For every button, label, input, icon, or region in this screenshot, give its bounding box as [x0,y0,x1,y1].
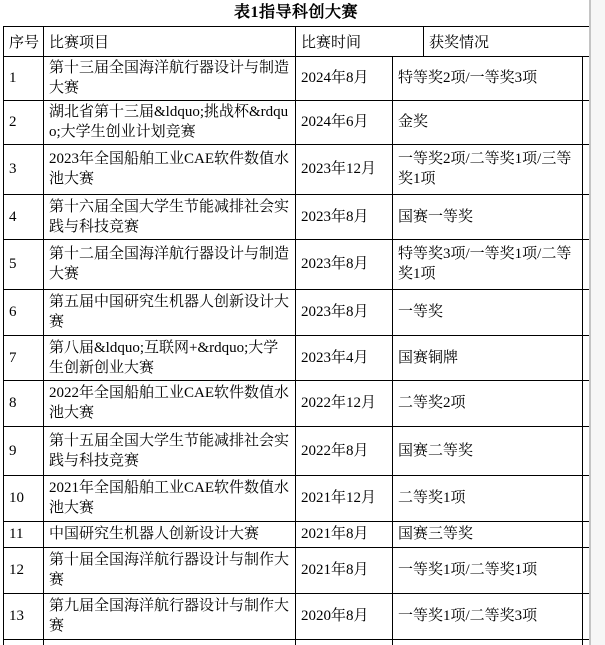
table-row [4,521,591,547]
project-cell: 中国研究生机器人创新设计大赛 [44,521,296,547]
project-cell [44,639,296,645]
header-cell-award: 获奖情况 [429,35,490,51]
award-cell: 一等奖2项/二等奖1项/三等奖1项 [393,144,583,194]
header-cell-time: 比赛时间 [296,27,424,56]
row-number-cell [4,639,44,645]
row-number-cell: 1 [4,56,44,100]
project-cell: 第十五届全国大学生节能减排社会实践与科技竞赛 [44,426,296,475]
row-number-cell: 7 [4,335,44,380]
time-cell: 2023年8月 [296,194,393,239]
row-number-cell: 8 [4,380,44,426]
table-row [4,380,591,426]
award-cell: 国赛铜牌 [393,335,583,380]
award-cell: 国赛一等奖 [393,194,583,239]
time-cell: 2020年8月 [296,593,393,639]
time-cell: 2024年8月 [296,56,393,100]
table-body [4,56,591,645]
row-number-cell: 11 [4,521,44,547]
award-cell: 二等奖1项 [393,475,583,521]
award-cell: 特等奖2项/一等奖3项 [393,56,583,100]
row-number-cell: 6 [4,289,44,335]
project-cell: 第十三届全国海洋航行器设计与制造大赛 [44,56,296,100]
project-cell: 湖北省第十三届&ldquo;挑战杯&rdquo;大学生创业计划竞赛 [44,100,296,144]
project-cell: 第九届全国海洋航行器设计与制作大赛 [44,593,296,639]
table-row [4,289,591,335]
time-cell: 2023年4月 [296,335,393,380]
award-cell [393,639,583,645]
table-row [4,239,591,289]
row-number-cell: 12 [4,547,44,593]
table-row [4,100,591,144]
row-number-cell: 2 [4,100,44,144]
header-cell-project: 比赛项目 [44,27,296,56]
row-number-cell: 10 [4,475,44,521]
table-row [4,194,591,239]
award-cell: 国赛三等奖 [393,521,583,547]
row-number-cell: 5 [4,239,44,289]
time-cell: 2022年12月 [296,380,393,426]
award-cell: 特等奖3项/一等奖1项/二等奖1项 [393,239,583,289]
time-cell: 2023年8月 [296,289,393,335]
award-cell: 一等奖 [393,289,583,335]
table-caption: 表1指导科创大赛 [233,4,358,21]
project-cell: 2021年全国船舶工业CAE软件数值水池大赛 [44,475,296,521]
award-cell: 二等奖2项 [393,380,583,426]
project-cell: 2022年全国船舶工业CAE软件数值水池大赛 [44,380,296,426]
time-cell: 2023年8月 [296,239,393,289]
project-cell: 2023年全国船舶工业CAE软件数值水池大赛 [44,144,296,194]
table-row [4,593,591,639]
row-number-cell: 13 [4,593,44,639]
table-row-partial [4,639,591,645]
table-header-row [3,26,589,57]
award-cell: 一等奖1项/二等奖1项 [393,547,583,593]
header-cell-index: 序号 [4,27,44,56]
time-cell: 2022年8月 [296,426,393,475]
competition-table [3,56,591,645]
table-row [4,547,591,593]
time-cell: 2023年12月 [296,144,393,194]
time-cell [296,639,393,645]
award-cell: 一等奖1项/二等奖3项 [393,593,583,639]
project-cell: 第十二届全国海洋航行器设计与制造大赛 [44,239,296,289]
row-number-cell: 3 [4,144,44,194]
award-cell: 金奖 [393,100,583,144]
project-cell: 第八届&ldquo;互联网+&rdquo;大学生创新创业大赛 [44,335,296,380]
project-cell: 第十届全国海洋航行器设计与制作大赛 [44,547,296,593]
time-cell: 2021年8月 [296,521,393,547]
outside-page-area [591,0,605,645]
time-cell: 2024年6月 [296,100,393,144]
project-cell: 第十六届全国大学生节能减排社会实践与科技竞赛 [44,194,296,239]
time-cell: 2021年8月 [296,547,393,593]
table-row [4,144,591,194]
table-row [4,335,591,380]
row-number-cell: 4 [4,194,44,239]
award-cell: 国赛二等奖 [393,426,583,475]
project-cell: 第五届中国研究生机器人创新设计大赛 [44,289,296,335]
time-cell: 2021年12月 [296,475,393,521]
table-row [4,426,591,475]
row-number-cell: 9 [4,426,44,475]
table-row [4,56,591,100]
table-row [4,475,591,521]
